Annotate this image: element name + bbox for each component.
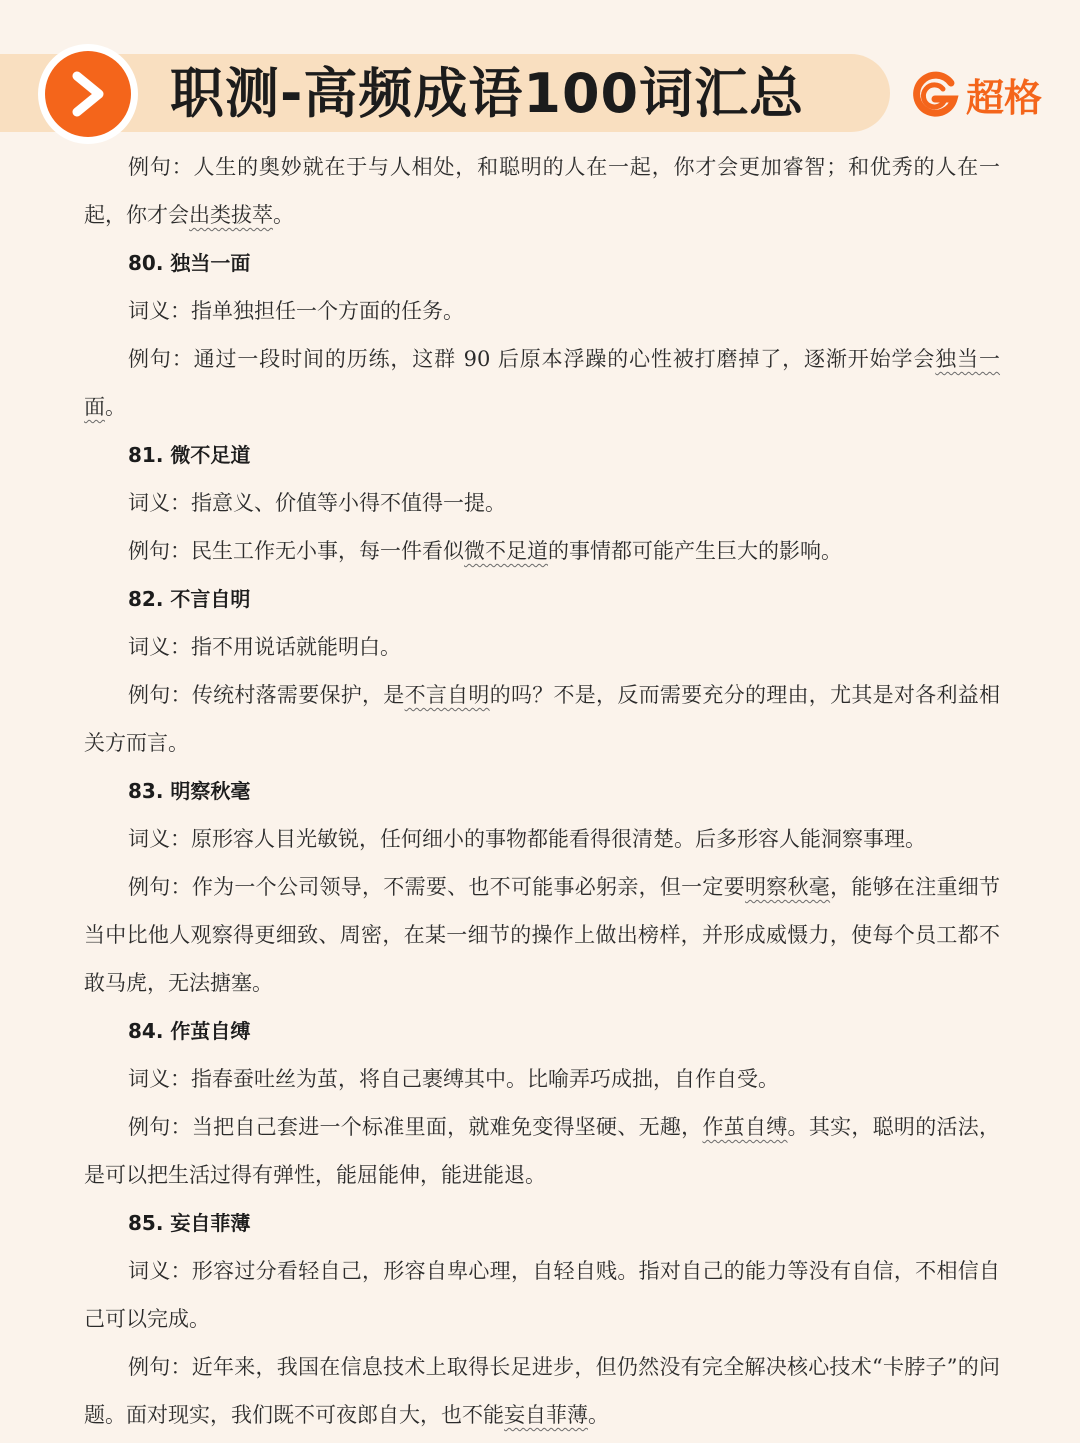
brand-name: 超格	[966, 75, 1043, 120]
idiom-highlight: 独当一面	[84, 347, 1001, 419]
idiom-highlight: 不言自明	[404, 683, 490, 707]
idiom-highlight: 明察秋毫	[744, 875, 831, 899]
chevron-right-icon	[45, 51, 131, 137]
definition: 词义：指春蚕吐丝为茧，将自己裹缚其中。比喻弄巧成拙，自作自受。	[128, 1067, 779, 1091]
idiom-heading-83: 83. 明察秋毫	[128, 779, 251, 803]
idiom-heading-81: 81. 微不足道	[128, 443, 251, 467]
page-title: 职测-高频成语100词汇总	[170, 62, 805, 125]
example-sentence: 例句：人生的奥妙就在于与人相处，和聪明的人在一起，你才会更加睿智；和优秀的人在一起，你才会出类拔萃。	[84, 155, 1000, 227]
idiom-highlight: 作茧自缚	[702, 1115, 788, 1139]
idiom-heading-84: 84. 作茧自缚	[128, 1019, 251, 1043]
definition: 词义：指单独担任一个方面的任务。	[128, 299, 464, 323]
page-header	[0, 0, 1080, 150]
example-sentence: 例句：当把自己套进一个标准里面，就难免变得坚硬、无趣，作茧自缚。其实，聪明的活法，是可以把生活过得有弹性，能屈能伸，能进能退。	[84, 1115, 1001, 1187]
g-logo-icon	[910, 69, 960, 119]
example-sentence: 例句：作为一个公司领导，不需要、也不可能事必躬亲，但一定要明察秋毫，能够在注重细节当中比他人观察得更细致、周密，在某一细节的操作上做出榜样，并形成威慑力，使每个员工都不敢马虎，无法搪塞。	[84, 875, 1001, 995]
definition: 词义：指意义、价值等小得不值得一提。	[128, 491, 506, 515]
example-sentence: 例句：近年来，我国在信息技术上取得长足进步，但仍然没有完全解决核心技术“卡脖子”的问题。面对现实，我们既不可夜郎自大，也不能妄自菲薄。	[84, 1355, 1000, 1427]
brand-logo	[910, 68, 1042, 120]
definition: 词义：指不用说话就能明白。	[128, 635, 401, 659]
example-sentence: 例句：传统村落需要保护，是不言自明的吗？不是，反而需要充分的理由，尤其是对各利益相关方而言。	[84, 683, 1001, 755]
idiom-list	[84, 143, 1000, 1439]
definition: 词义：原形容人目光敏锐，任何细小的事物都能看得很清楚。后多形容人能洞察事理。	[128, 827, 926, 851]
example-sentence: 例句：民生工作无小事，每一件看似微不足道的事情都可能产生巨大的影响。	[128, 539, 842, 563]
definition: 词义：形容过分看轻自己，形容自卑心理，自轻自贱。指对自己的能力等没有自信，不相信自己可以完成。	[84, 1259, 1000, 1331]
idiom-highlight: 妄自菲薄	[504, 1403, 588, 1427]
idiom-highlight: 出类拔萃	[189, 203, 273, 227]
idiom-heading-82: 82. 不言自明	[128, 587, 251, 611]
idiom-heading-80: 80. 独当一面	[128, 251, 251, 275]
example-sentence: 例句：通过一段时间的历练，这群 90 后原本浮躁的心性被打磨掉了，逐渐开始学会独当一面。	[84, 347, 1001, 419]
idiom-highlight: 微不足道	[464, 539, 548, 563]
idiom-heading-85: 85. 妄自菲薄	[128, 1211, 251, 1235]
